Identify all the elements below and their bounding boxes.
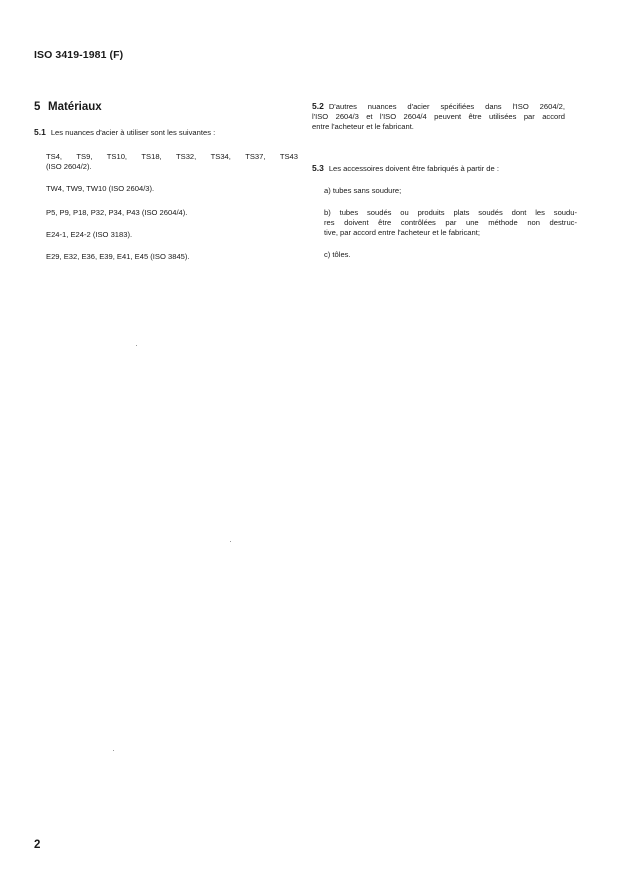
section-heading: [34, 101, 102, 113]
clause-5-3: [312, 163, 565, 174]
grade-list-line: E29, E32, E36, E39, E41, E45 (ISO 3845).: [46, 252, 190, 261]
grade-list-line: P5, P9, P18, P32, P34, P43 (ISO 2604/4).: [46, 208, 188, 217]
scan-speck: [230, 541, 231, 542]
document-header: ISO 3419-1981 (F): [34, 49, 124, 61]
clause-5-2: [312, 101, 565, 132]
grade-list-iso-3845: [34, 252, 298, 262]
clause-text: entre l'acheteur et le fabricant.: [312, 122, 414, 131]
clause-text: D'autres nuances d'acier spécifiées dans l'ISO 2604/2,: [328, 102, 565, 111]
scan-speck: [113, 750, 114, 751]
scan-speck: [136, 345, 137, 346]
list-item-text: b) tubes soudés ou produits plats soudés dont les soudu-: [324, 208, 577, 217]
list-item-text: a) tubes sans soudure;: [324, 186, 402, 195]
clause-text: l'ISO 2604/3 et l'ISO 2604/4 peuvent être utilisées par accord: [312, 112, 565, 121]
clause-number: 5.3: [312, 163, 324, 173]
grade-list-line: TS4, TS9, TS10, TS18, TS32, TS34, TS37, TS43: [46, 152, 298, 161]
grade-list-iso-2604-2: [34, 152, 298, 172]
clause-number: 5.1: [34, 127, 46, 137]
clause-text: Les nuances d'acier à utiliser sont les suivantes :: [50, 128, 216, 137]
grade-list-line: TW4, TW9, TW10 (ISO 2604/3).: [46, 184, 155, 193]
list-item-c: [312, 250, 577, 260]
grade-list-iso-3183: [34, 230, 298, 240]
clause-5-1: [34, 127, 286, 138]
clause-text: Les accessoires doivent être fabriqués à partir de :: [328, 164, 499, 173]
section-title: Matériaux: [48, 101, 102, 113]
section-number: 5: [34, 101, 41, 113]
list-item-b: [312, 208, 577, 238]
grade-list-line: E24-1, E24-2 (ISO 3183).: [46, 230, 133, 239]
grade-list-line: (ISO 2604/2).: [46, 162, 92, 171]
page-number: 2: [34, 839, 41, 851]
clause-number: 5.2: [312, 101, 324, 111]
grade-list-iso-2604-3: [34, 184, 298, 194]
grade-list-iso-2604-4: [34, 208, 298, 218]
list-item-a: [312, 186, 577, 196]
list-item-text: c) tôles.: [324, 250, 351, 259]
list-item-text: tive, par accord entre l'acheteur et le fabricant;: [324, 228, 480, 237]
list-item-text: res doivent être contrôlées par une méthode non destruc-: [324, 218, 577, 227]
